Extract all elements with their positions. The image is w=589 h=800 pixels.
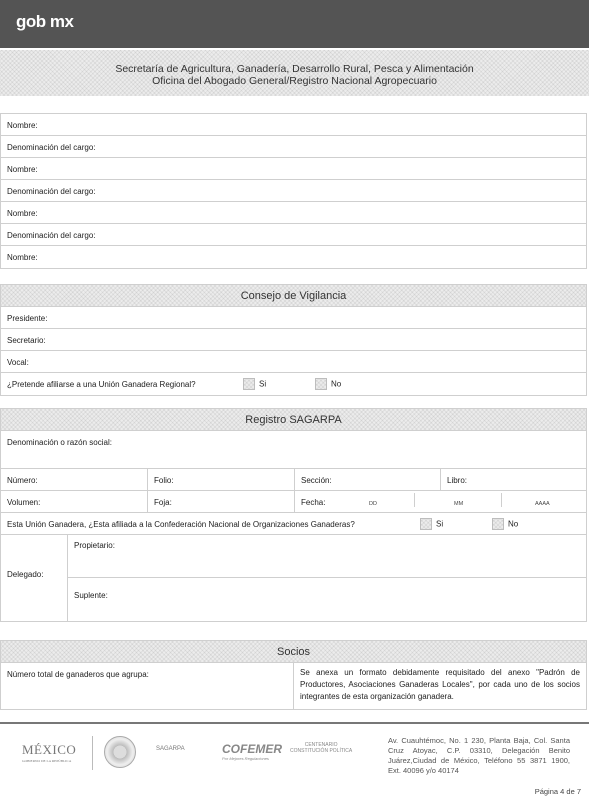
fecha-label: Fecha: [301, 498, 326, 507]
document-header [0, 50, 589, 96]
field-folio[interactable]: Folio: [147, 469, 294, 490]
option-confed-si[interactable]: Si [420, 518, 443, 530]
vigilancia-section [0, 284, 587, 396]
fecha-divider-1 [414, 493, 415, 507]
option-no[interactable]: No [315, 378, 341, 390]
checkbox-no[interactable] [315, 378, 327, 390]
option-confed-no[interactable]: No [492, 518, 518, 530]
footer-address: Av. Cuauhtémoc, No. 1 230, Planta Baja, Col. Santa Cruz Atoyac, C.P. 03310, Delegación Benito Juárez,Ciudad de México, Teléfono 55 3871 1900, Ext. 40096 y/o 40174 [388, 736, 570, 775]
fecha-mm: MM [454, 501, 464, 507]
afiliacion-question-row [1, 373, 586, 395]
field-nombre-1[interactable]: Nombre: [1, 114, 586, 136]
footer [0, 726, 589, 776]
registro-row-1 [1, 469, 586, 491]
directiva-section [0, 113, 587, 269]
field-volumen[interactable]: Volumen: [7, 498, 41, 507]
field-total-ganaderos[interactable]: Número total de ganaderos que agrupa: [1, 663, 294, 709]
field-foja[interactable]: Foja: [147, 491, 294, 512]
field-nombre-4[interactable]: Nombre: [7, 253, 38, 262]
field-cargo-2[interactable]: Denominación del cargo: [1, 180, 586, 202]
registro-title: Registro SAGARPA [1, 409, 586, 431]
anexo-note: Se anexa un formato debidamente requisitado del anexo "Padrón de Productores, Asociaciones Ganaderas Locales", por cada uno de los socios integrantes de esta organización ganadera. [300, 668, 580, 701]
registro-row-2 [1, 491, 586, 513]
socios-section [0, 640, 587, 710]
field-suplente[interactable]: Suplente: [74, 591, 108, 600]
footer-divider [0, 722, 589, 724]
fecha-divider-2 [501, 493, 502, 507]
national-seal-icon [104, 736, 136, 768]
field-cargo-1[interactable]: Denominación del cargo: [1, 136, 586, 158]
field-seccion[interactable]: Sección: [294, 469, 440, 490]
fecha-aaaa: AAAA [535, 501, 550, 507]
fecha-dd: DD [369, 501, 377, 507]
option-si[interactable]: Si [243, 378, 266, 390]
field-secretario[interactable]: Secretario: [1, 329, 586, 351]
sagarpa-logo: SAGARPA [156, 746, 185, 752]
field-cargo-3[interactable]: Denominación del cargo: [1, 224, 586, 246]
field-razon-social[interactable]: Denominación o razón social: [1, 431, 586, 469]
top-bar [0, 0, 589, 48]
afiliacion-question: ¿Pretende afiliarse a una Unión Ganadera Regional? [7, 380, 196, 389]
checkbox-si[interactable] [243, 378, 255, 390]
field-propietario[interactable]: Propietario: [68, 535, 586, 578]
checkbox-confed-no[interactable] [492, 518, 504, 530]
field-nombre-3[interactable]: Nombre: [1, 202, 586, 224]
delegado-row [1, 535, 586, 621]
header-line-2: Oficina del Abogado General/Registro Nacional Agropecuario [152, 75, 437, 87]
page-number: Página 4 de 7 [534, 787, 581, 796]
gob-mx-logo: gob mx [16, 12, 74, 31]
socios-title: Socios [1, 641, 586, 663]
footer-separator [92, 736, 93, 770]
field-presidente[interactable]: Presidente: [1, 307, 586, 329]
socios-row [1, 663, 586, 709]
checkbox-confed-si[interactable] [420, 518, 432, 530]
delegado-label: Delegado: [1, 535, 68, 621]
field-vocal[interactable]: Vocal: [1, 351, 586, 373]
confederacion-question-row [1, 513, 586, 535]
centenario-logo: CENTENARIO CONSTITUCIÓN POLÍTICA [290, 742, 353, 754]
registro-section [0, 408, 587, 622]
field-nombre-2[interactable]: Nombre: [1, 158, 586, 180]
vigilancia-title: Consejo de Vigilancia [1, 285, 586, 307]
mexico-logo: MÉXICO GOBIERNO DE LA REPÚBLICA [22, 742, 77, 763]
field-libro[interactable]: Libro: [440, 469, 586, 490]
cofemer-logo: COFEMER Por Mejores Regulaciones [222, 742, 282, 761]
confederacion-question: Esta Unión Ganadera, ¿Esta afiliada a la Confederación Nacional de Organizaciones Ganaderas? [7, 520, 355, 529]
field-numero[interactable]: Número: [7, 476, 38, 485]
header-line-1: Secretaría de Agricultura, Ganadería, Desarrollo Rural, Pesca y Alimentación [115, 63, 474, 75]
